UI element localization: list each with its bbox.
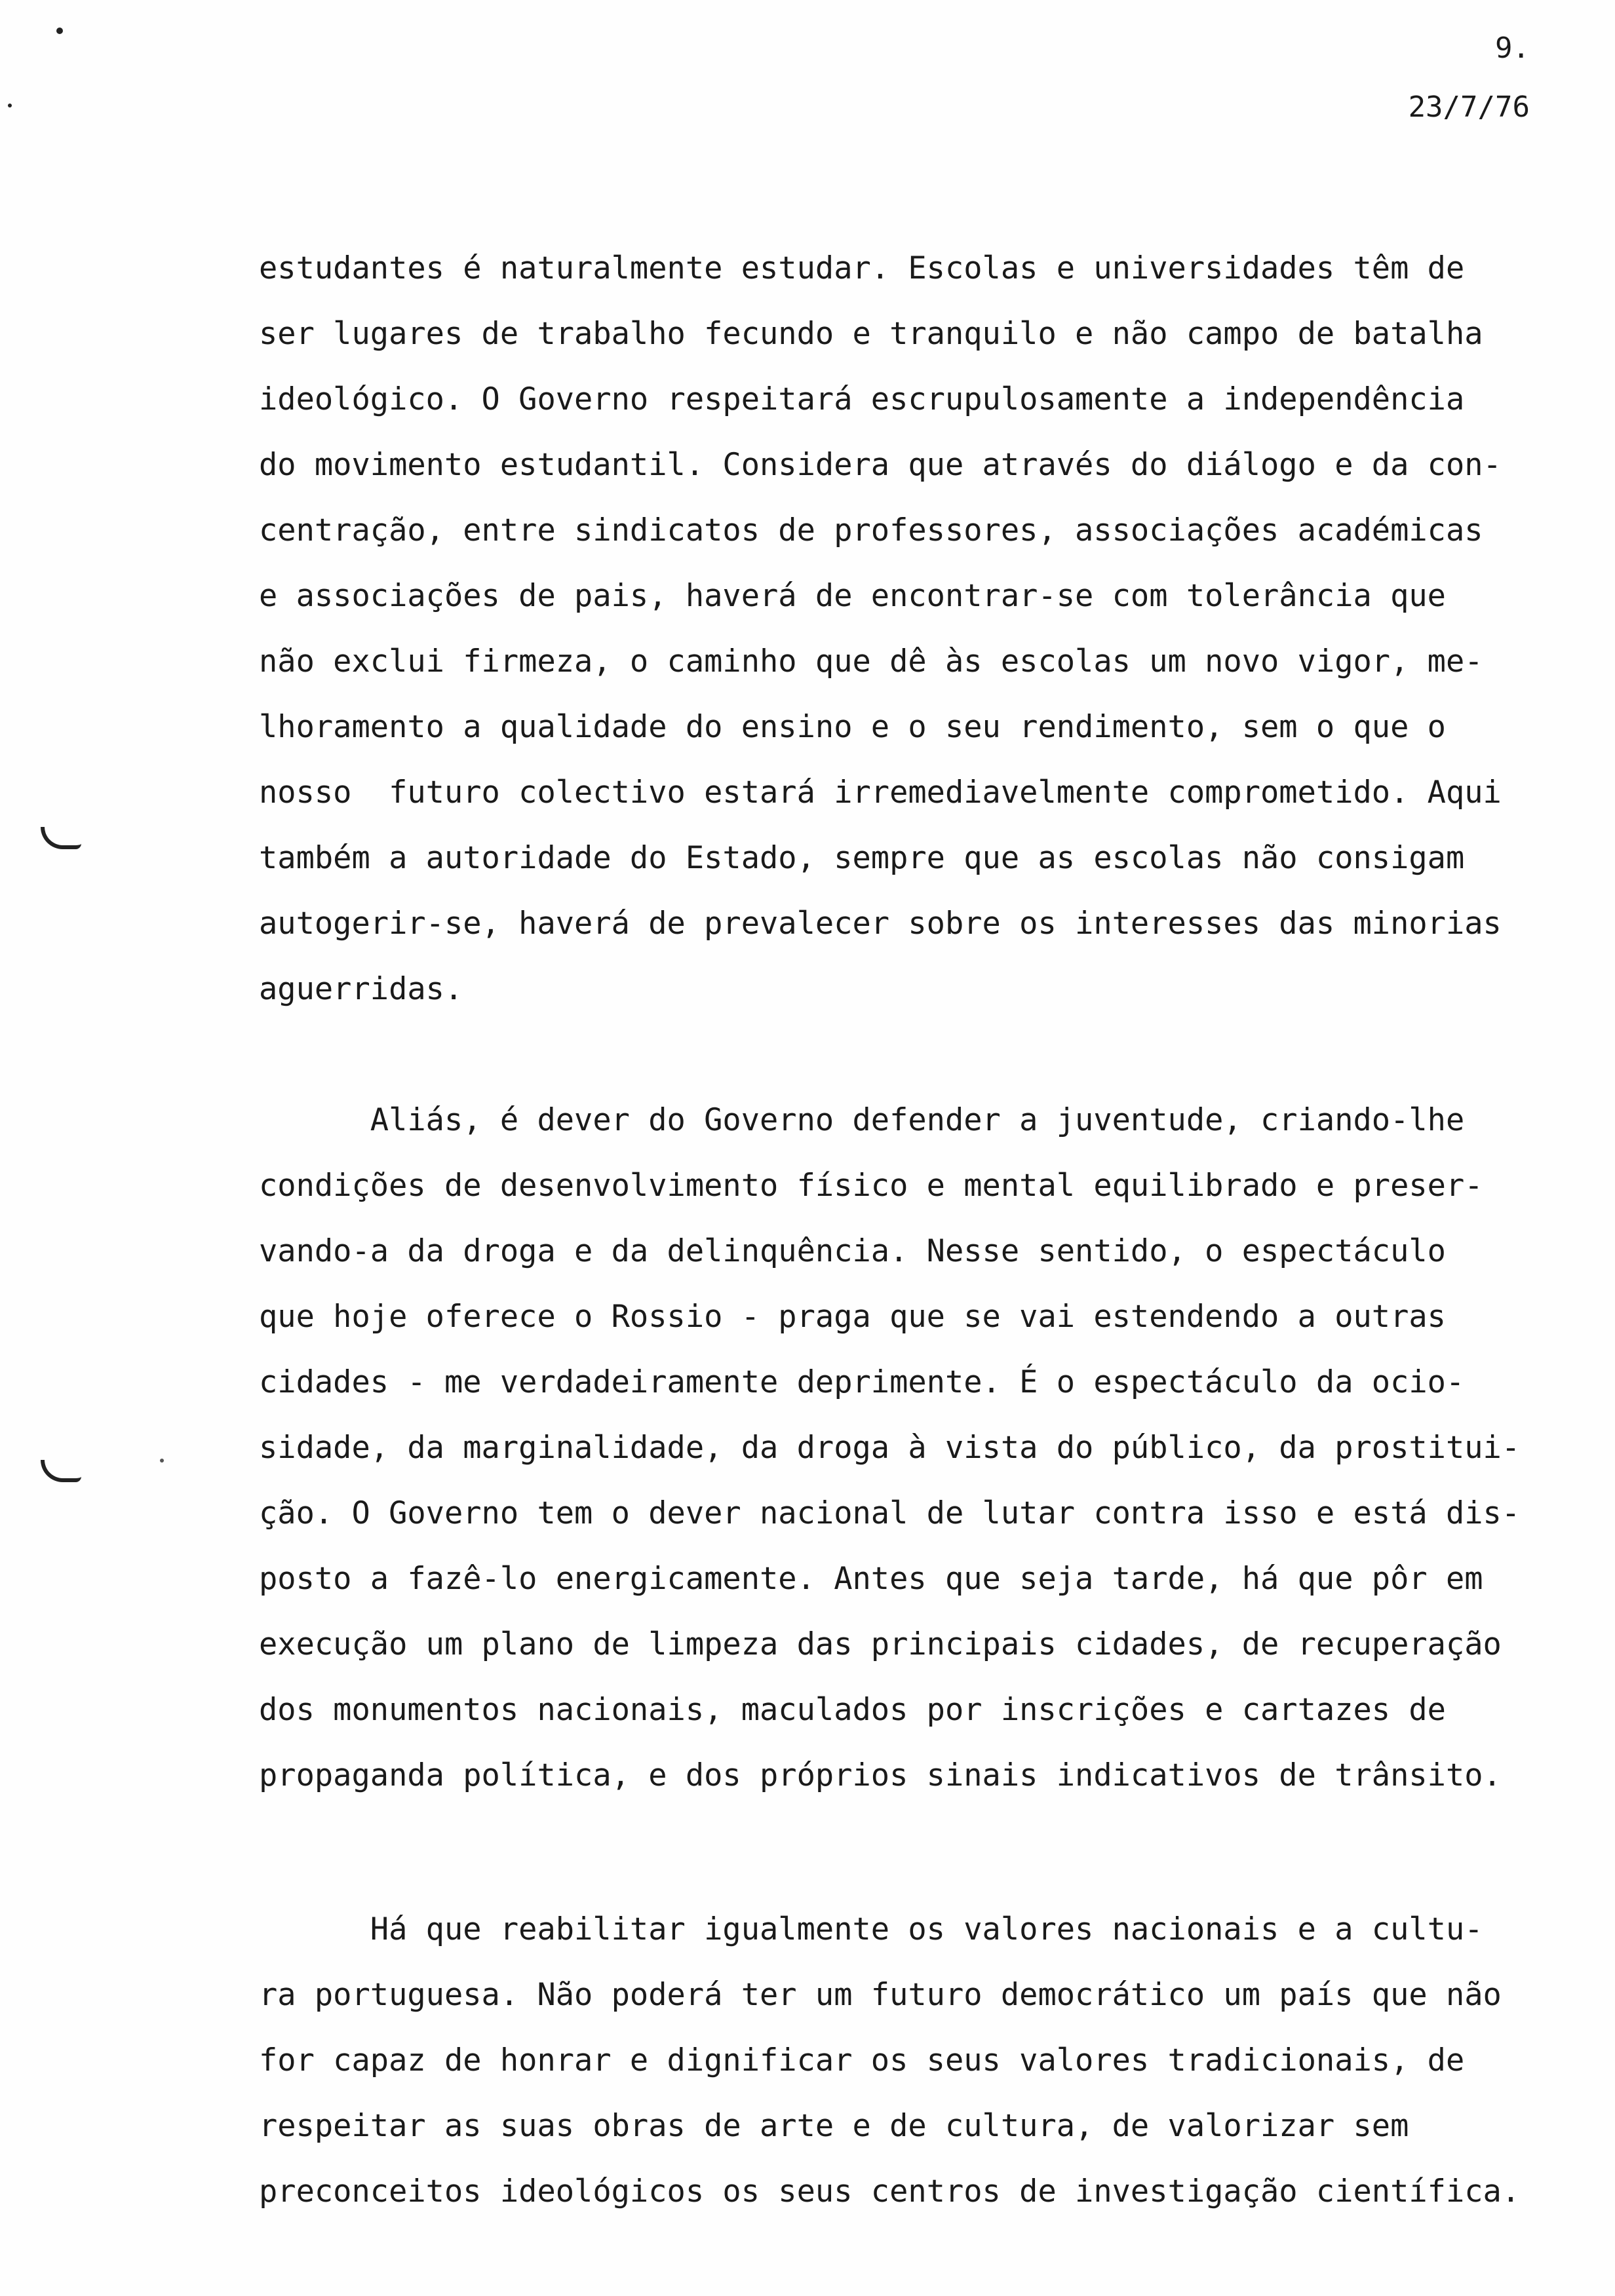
text-line: do movimento estudantil. Considera que através do diálogo e da con-	[259, 447, 1502, 483]
ink-speck	[56, 28, 63, 34]
text-line: sidade, da marginalidade, da droga à vista do público, da prostitui-	[259, 1430, 1521, 1466]
text-line: propaganda política, e dos próprios sinais indicativos de trânsito.	[259, 1757, 1502, 1793]
text-line: ra portuguesa. Não poderá ter um futuro democrático um país que não	[259, 1977, 1502, 2013]
paragraph-3	[259, 1897, 1576, 2225]
text-line: ser lugares de trabalho fecundo e tranquilo e não campo de batalha	[259, 316, 1483, 352]
paragraph-1	[259, 236, 1576, 1022]
text-line: também a autoridade do Estado, sempre que as escolas não consigam	[259, 840, 1465, 876]
text-line: execução um plano de limpeza das principais cidades, de recuperação	[259, 1626, 1502, 1662]
text-line: posto a fazê-lo energicamente. Antes que seja tarde, há que pôr em	[259, 1561, 1483, 1597]
ink-speck	[160, 1459, 164, 1463]
text-line: estudantes é naturalmente estudar. Escolas e universidades têm de	[259, 250, 1465, 286]
text-line: aguerridas.	[259, 971, 463, 1007]
text-line: respeitar as suas obras de arte e de cultura, de valorizar sem	[259, 2108, 1409, 2144]
text-line: vando-a da droga e da delinquência. Nesse sentido, o espectáculo	[259, 1233, 1446, 1269]
text-line: nosso futuro colectivo estará irremediavelmente comprometido. Aqui	[259, 775, 1502, 811]
ink-speck	[8, 104, 12, 107]
text-line: que hoje oferece o Rossio - praga que se vai estendendo a outras	[259, 1299, 1446, 1335]
paragraph-2	[259, 1088, 1576, 1808]
binding-mark	[41, 1460, 81, 1482]
binding-mark	[41, 827, 81, 849]
text-line: e associações de pais, haverá de encontrar-se com tolerância que	[259, 578, 1446, 614]
text-line: dos monumentos nacionais, maculados por inscrições e cartazes de	[259, 1692, 1446, 1728]
document-body	[259, 236, 1576, 2225]
text-line: Há que reabilitar igualmente os valores nacionais e a cultu-	[259, 1911, 1483, 1947]
text-line: cidades - me verdadeiramente deprimente. É o espectáculo da ocio-	[259, 1364, 1465, 1400]
text-line: condições de desenvolvimento físico e mental equilibrado e preser-	[259, 1168, 1483, 1204]
text-line: Aliás, é dever do Governo defender a juventude, criando-lhe	[259, 1102, 1465, 1138]
text-line: for capaz de honrar e dignificar os seus valores tradicionais, de	[259, 2042, 1465, 2078]
text-line: preconceitos ideológicos os seus centros de investigação científica.	[259, 2173, 1521, 2210]
text-line: ção. O Governo tem o dever nacional de lutar contra isso e está dis-	[259, 1495, 1521, 1531]
text-line: autogerir-se, haverá de prevalecer sobre os interesses das minorias	[259, 906, 1502, 942]
text-line: não exclui firmeza, o caminho que dê às escolas um novo vigor, me-	[259, 643, 1483, 679]
text-line: ideológico. O Governo respeitará escrupulosamente a independência	[259, 381, 1465, 417]
page-date: 23/7/76	[1408, 90, 1530, 124]
text-line: lhoramento a qualidade do ensino e o seu rendimento, sem o que o	[259, 709, 1446, 745]
text-line: centração, entre sindicatos de professores, associações académicas	[259, 512, 1483, 548]
page-number: 9.	[1495, 31, 1530, 65]
